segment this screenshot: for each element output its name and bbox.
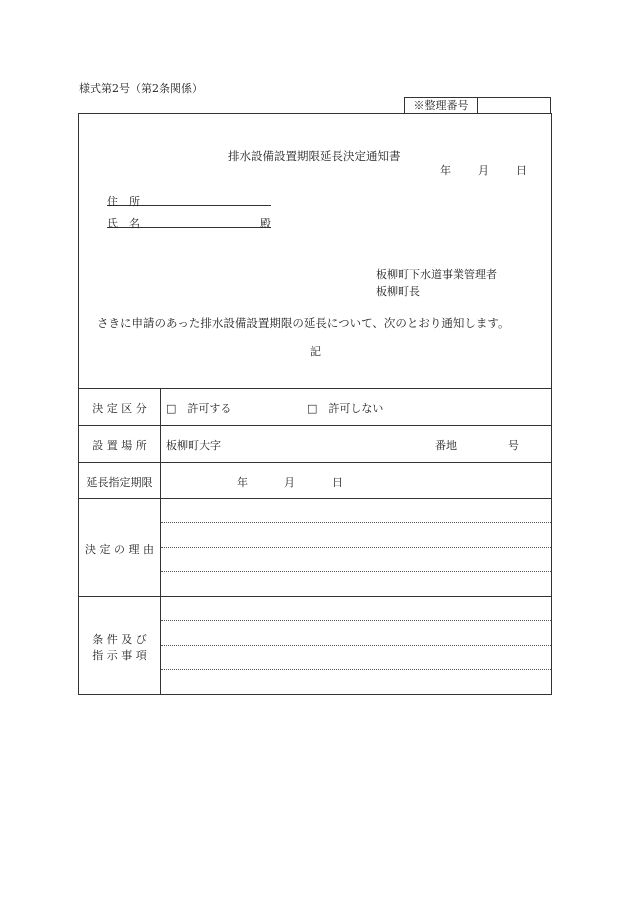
issue-date-day: 日 [516, 164, 527, 177]
table-column-divider [160, 388, 161, 694]
conditions-line[interactable] [161, 645, 551, 646]
address-label: 住 所 [107, 195, 140, 208]
reason-line[interactable] [161, 571, 551, 572]
conditions-label-line2: 指 示 事 項 [92, 649, 147, 662]
deadline-year: 年 [237, 476, 248, 489]
permit-checkbox[interactable]: □ 許可する [166, 402, 232, 415]
deadline-month: 月 [284, 476, 295, 489]
reference-number-field[interactable] [478, 98, 550, 113]
table-divider [78, 462, 552, 463]
conditions-line[interactable] [161, 620, 551, 621]
conditions-line[interactable] [161, 669, 551, 670]
address-field[interactable] [107, 193, 271, 206]
issuer-title: 板柳町下水道事業管理者 [376, 268, 497, 281]
notice-body: さきに申請のあった排水設備設置期限の延長について、次のとおり通知します。 [97, 316, 510, 330]
reference-number-box [404, 97, 551, 113]
deadline-day: 日 [332, 476, 343, 489]
issue-date-year: 年 [440, 164, 451, 177]
decision-type-label: 決 定 区 分 [92, 402, 147, 415]
location-go: 号 [508, 439, 519, 452]
location-banchi: 番地 [435, 439, 457, 452]
reference-number-label: ※整理番号 [405, 98, 478, 113]
issuer-mayor: 板柳町長 [376, 285, 420, 298]
form-number-label: 様式第2号（第2条関係） [79, 82, 203, 95]
table-divider [78, 425, 552, 426]
ki-heading: 記 [310, 345, 321, 358]
deny-checkbox[interactable]: □ 許可しない [307, 402, 384, 415]
document-title: 排水設備設置期限延長決定通知書 [228, 149, 401, 163]
issue-date-month: 月 [478, 164, 489, 177]
location-label: 設 置 場 所 [92, 439, 147, 452]
name-label: 氏 名 [107, 217, 140, 230]
reason-label: 決 定 の 理 由 [85, 543, 154, 556]
reason-line[interactable] [161, 547, 551, 548]
location-town: 板柳町大字 [166, 439, 221, 452]
table-divider [78, 498, 552, 499]
reason-line[interactable] [161, 522, 551, 523]
issue-date [440, 162, 527, 178]
honorific: 殿 [260, 217, 271, 230]
name-field[interactable] [107, 215, 271, 228]
deadline-label: 延長指定期限 [86, 476, 153, 489]
table-divider [78, 388, 552, 389]
table-divider [78, 596, 552, 597]
conditions-label-line1: 条 件 及 び [92, 633, 147, 646]
